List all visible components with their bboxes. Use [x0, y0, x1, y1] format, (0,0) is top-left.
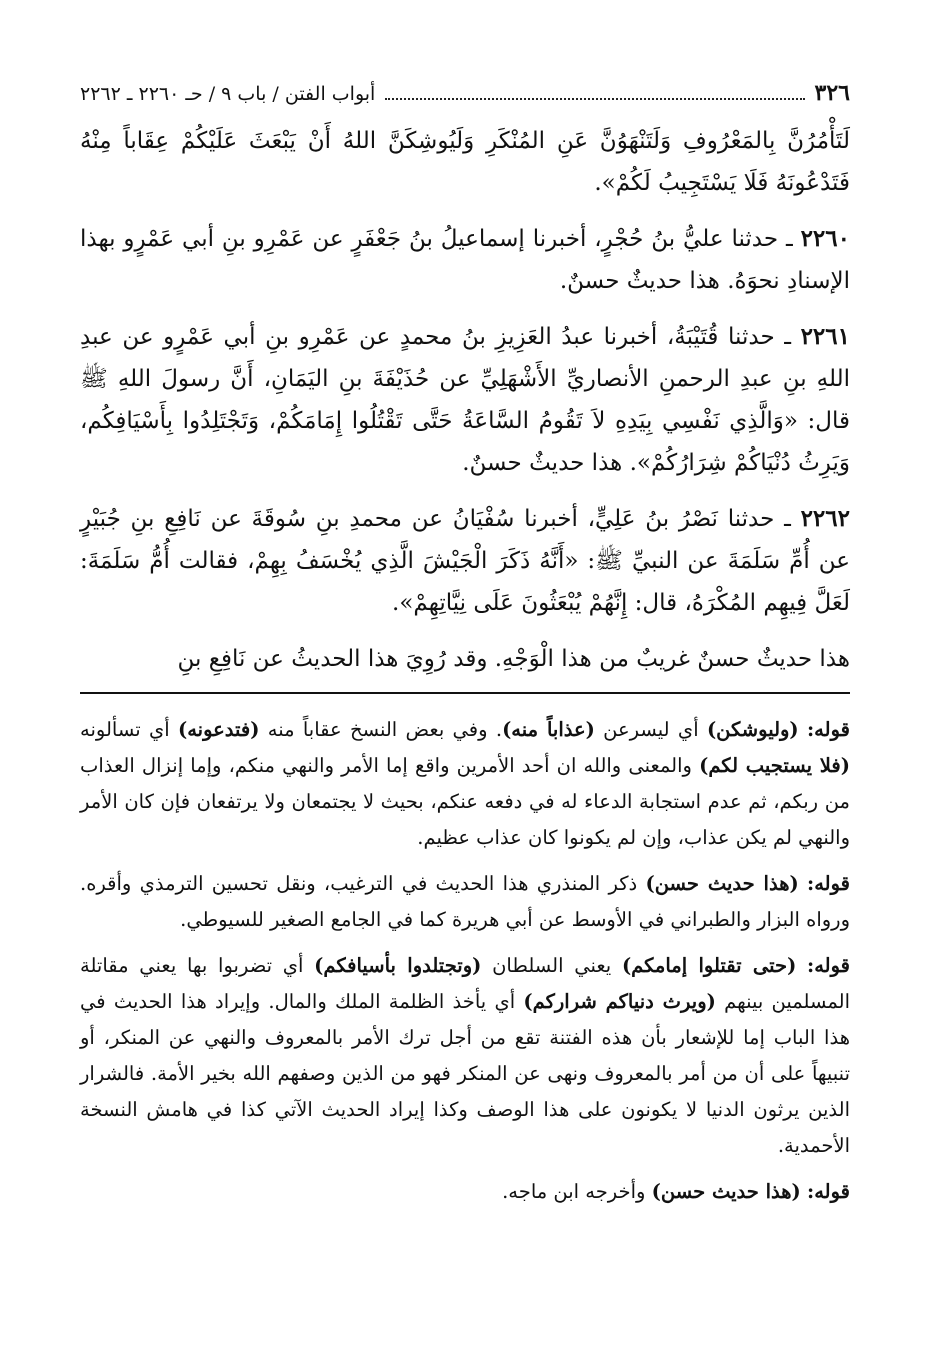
header-dotted-leader — [385, 98, 804, 100]
main-text — [80, 120, 850, 680]
note-label: قوله: — [806, 718, 850, 741]
hadith-2260 — [80, 218, 850, 302]
note-text: والمعنى والله ان أحد الأمرين واقع إما الأمر والنهي منكم، وإما إنزال العذاب من ربكم، ثم عدم استجابة الدعاء له في دفعه عنكم، بحيث لا يجتمعان ولا يرتفعان فإن كان الأمر والنهي لم يكن عذاب، وإن لم يكونوا كان عذاب عظيم. — [80, 754, 850, 849]
commentary-notes — [80, 712, 850, 1210]
quoted-phrase: (هذا حديث حسن) — [651, 1180, 801, 1203]
note-label: قوله: — [807, 954, 851, 977]
note-3 — [80, 948, 850, 1164]
note-text: . وفي بعض النسخ عقاباً منه — [259, 718, 503, 741]
quoted-phrase: (حتى تقتلوا إمامكم) — [621, 954, 797, 977]
note-text: أي يأخذ الظلمة الملك والمال. وإيراد هذا الحديث في هذا الباب إما للإشعار بأن هذه الفتنة تقع من أجل ترك الأمر بالمعروف والنهي عن المنكر، أو تنبيهاً على أن من أمر بالمعروف ونهى عن المنكر فهو من الذين وصفهم الله بخير الأمة. فالشرار الذين يرثون الدنيا لا يكونون على هذا الوصف وكذا إيراد الحديث الآتي كذا في هامش النسخة الأحمدية. — [80, 990, 850, 1157]
note-text: أي ليسرعن — [594, 718, 707, 741]
note-text: وأخرجه ابن ماجه. — [502, 1180, 652, 1203]
quoted-phrase: (فلا يستجيب لكم) — [699, 754, 850, 777]
note-text: ذكر المنذري هذا الحديث في الترغيب، ونقل تحسين الترمذي وأقره. ورواه البزار والطبراني في الأوسط عن أبي هريرة كما في الجامع الصغير للسيوطي. — [80, 872, 850, 931]
hadith-number: ٢٢٦٢ — [800, 505, 850, 532]
page — [80, 80, 850, 1220]
note-text: يعني السلطان — [481, 954, 622, 977]
note-text: أي تسألونه — [80, 718, 178, 741]
note-label: قوله: — [807, 872, 850, 895]
quoted-phrase: (وليوشكن) — [706, 718, 799, 741]
closing-paragraph: هذا حديثٌ حسنٌ غريبٌ من هذا الْوَجْهِ. وقد رُوِيَ هذا الحديثُ عن نَافِعِ بنِ — [177, 646, 850, 672]
note-2 — [80, 866, 850, 938]
quoted-phrase: (فتدعونه) — [177, 718, 260, 741]
note-4 — [80, 1174, 850, 1210]
note-label: قوله: — [807, 1180, 850, 1203]
quoted-phrase: (هذا حديث حسن) — [645, 872, 799, 895]
footnote-separator — [80, 692, 850, 694]
note-1 — [80, 712, 850, 856]
hadith-text: ـ حدثنا قُتَيْبَةُ، أخبرنا عبدُ العَزِيزِ بنُ محمدٍ عن عَمْرِو بنِ أبي عَمْرٍو عن عبدِ اللهِ بنِ عبدِ الرحمنِ الأنصاريِّ الأَشْهَلِيِّ عن حُذَيْفَةَ بنِ اليَمَانِ، أَنَّ رسولَ اللهِ ﷺ قال: «وَالَّذِي نَفْسِي بِيَدِهِ لاَ تَقُومُ السَّاعَةُ حَتَّى تَقْتُلُوا إِمَامَكُمْ، وَتَجْتَلِدُوا بِأَسْيَافِكُم، وَيَرِثُ دُنْيَاكُمْ شِرَارُكُمْ». هذا حديثٌ حسنٌ. — [80, 324, 850, 476]
quoted-phrase: (ويرث دنياكم شراركم) — [523, 990, 716, 1013]
opening-paragraph: لَتَأْمُرُنَّ بِالمَعْرُوفِ وَلَتَنْهَوُنَّ عَنِ المُنْكَرِ وَلَيُوشِكَنَّ اللهُ أَنْ يَبْعَثَ عَلَيْكُمْ عِقَاباً مِنْهُ فَتَدْعُونَهُ فَلَا يَسْتَجِيبُ لَكُمْ». — [80, 128, 850, 196]
quoted-phrase: (وتجتلدوا بأسيافكم) — [314, 954, 482, 977]
header-chapter-title: أبواب الفتن / باب ٩ / حـ ٢٢٦٠ ـ ٢٢٦٢ — [80, 83, 376, 105]
hadith-2262 — [80, 498, 850, 624]
hadith-2261 — [80, 316, 850, 484]
running-header — [80, 80, 850, 114]
note-text: أي تضربوا بها يعني مقاتلة المسلمين بينهم — [80, 954, 850, 1013]
page-number: ٣٢٦ — [814, 80, 850, 106]
hadith-number: ٢٢٦١ — [800, 323, 850, 350]
hadith-text: ـ حدثنا نَصْرُ بنُ عَلِيٍّ، أخبرنا سُفْيَانُ عن محمدِ بنِ سُوقَةَ عن نَافِعِ بنِ جُبَيْرٍ عن أُمِّ سَلَمَةَ عن النبيِّ ﷺ: «أَنَّهُ ذَكَرَ الْجَيْشَ الَّذِي يُخْسَفُ بِهِمْ، فقالت أُمُّ سَلَمَةَ: لَعَلَّ فِيهِم المُكْرَهُ، قال: إِنَّهُمْ يُبْعَثُونَ عَلَى نِيَّاتِهِمْ». — [80, 506, 850, 616]
hadith-number: ٢٢٦٠ — [800, 225, 850, 252]
quoted-phrase: (عذاباً منه) — [502, 718, 595, 741]
hadith-text: ـ حدثنا عليُّ بنُ حُجْرٍ، أخبرنا إسماعيلُ بنُ جَعْفَرٍ عن عَمْرِو بنِ أبي عَمْرٍو بهذا الإسنادِ نحوَهُ. هذا حديثٌ حسنٌ. — [80, 226, 850, 294]
